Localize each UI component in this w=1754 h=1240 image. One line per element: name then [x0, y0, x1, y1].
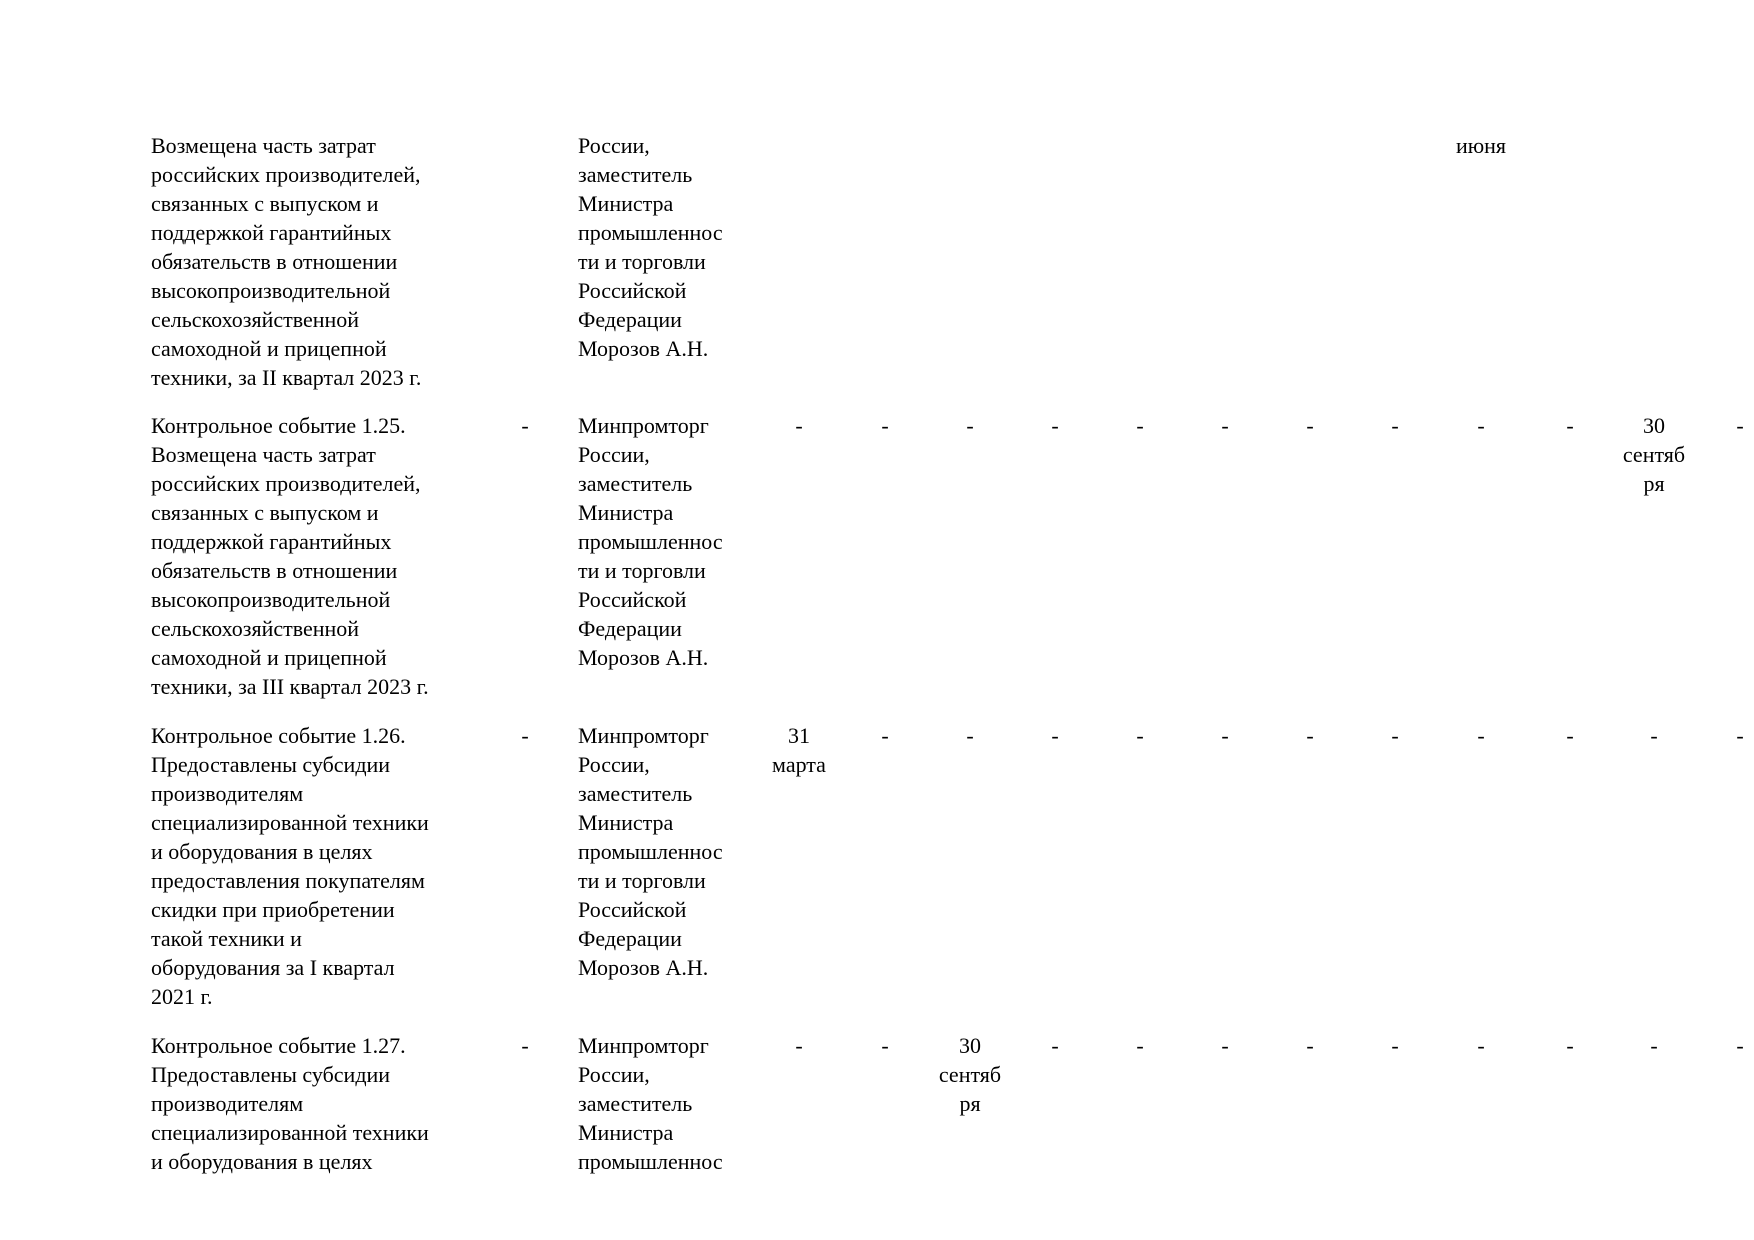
period-cell — [753, 1031, 845, 1060]
period-cell — [840, 721, 930, 750]
period-text: - — [1736, 1033, 1744, 1058]
period-cell — [1350, 1031, 1440, 1060]
period-cell — [1524, 411, 1616, 440]
period-text: - — [1221, 723, 1229, 748]
period-text: - — [1221, 413, 1229, 438]
period-text: - — [795, 413, 803, 438]
period-cell — [1524, 721, 1616, 750]
period-cell — [1095, 411, 1185, 440]
marker-cell: - — [521, 723, 529, 748]
responsible-party: Минпромторг России, заместитель Министра промышленнос ти и торговли Российской Федерации Морозов А.Н. — [578, 413, 723, 670]
period-cell — [1010, 721, 1100, 750]
period-text: - — [1650, 1033, 1658, 1058]
period-cell — [753, 411, 845, 440]
period-cell — [1609, 721, 1699, 750]
period-text: сентяб — [938, 1062, 1002, 1087]
period-cell — [1265, 411, 1355, 440]
responsible-party: России, заместитель Министра промышленнос ти и торговли Российской Федерации Морозов А.Н. — [578, 133, 723, 361]
period-text: - — [1391, 413, 1399, 438]
period-cell — [1700, 1031, 1754, 1060]
period-text: ря — [1643, 471, 1665, 496]
period-text: - — [1736, 723, 1744, 748]
period-cell — [925, 1031, 1015, 1118]
period-text: - — [1477, 723, 1485, 748]
period-cell — [1010, 411, 1100, 440]
event-description: Контрольное событие 1.26. Предоставлены субсидии производителям специализированной техники и оборудования в целях предоставления покупателям скидки при приобретении такой техники и оборудования за I квартал 2021 г. — [151, 723, 429, 1009]
period-cell — [1265, 1031, 1355, 1060]
period-text: - — [1650, 723, 1658, 748]
period-text: - — [1477, 413, 1485, 438]
event-description: Контрольное событие 1.25. Возмещена часть затрат российских производителей, связанных с выпуском и поддержкой гарантийных обязательств в отношении высокопроизводительной сельскохозяйственной самоходной и прицепной техники, за III квартал 2023 г. — [151, 413, 429, 699]
period-text: - — [795, 1033, 803, 1058]
marker-cell: - — [521, 413, 529, 438]
period-cell — [1350, 411, 1440, 440]
period-cell — [1350, 721, 1440, 750]
marker-cell: - — [521, 1033, 529, 1058]
period-cell — [1095, 1031, 1185, 1060]
period-text: - — [881, 1033, 889, 1058]
period-text: - — [1221, 1033, 1229, 1058]
period-text: - — [1306, 723, 1314, 748]
period-text: - — [1566, 413, 1574, 438]
period-text: - — [966, 723, 974, 748]
period-cell — [1700, 411, 1754, 440]
period-cell — [1180, 1031, 1270, 1060]
period-text: - — [1477, 1033, 1485, 1058]
event-description: Возмещена часть затрат российских производителей, связанных с выпуском и поддержкой гарантийных обязательств в отношении высокопроизводительной сельскохозяйственной самоходной и прицепной техники, за II квартал 2023 г. — [151, 133, 422, 390]
period-cell — [1700, 721, 1754, 750]
period-text: марта — [772, 752, 826, 777]
event-description: Контрольное событие 1.27. Предоставлены субсидии производителям специализированной техники и оборудования в целях — [151, 1033, 429, 1174]
period-text: - — [1566, 1033, 1574, 1058]
period-text: - — [881, 413, 889, 438]
period-cell — [1265, 721, 1355, 750]
period-text: - — [1051, 1033, 1059, 1058]
period-text: - — [1306, 413, 1314, 438]
period-text: - — [1051, 723, 1059, 748]
period-cell — [1436, 1031, 1526, 1060]
period-cell — [1180, 721, 1270, 750]
responsible-party: Минпромторг России, заместитель Министра промышленнос ти и торговли Российской Федерации Морозов А.Н. — [578, 723, 723, 980]
period-text: - — [1736, 413, 1744, 438]
period-text: - — [1391, 723, 1399, 748]
period-text: - — [1391, 1033, 1399, 1058]
period-cell — [1436, 721, 1526, 750]
period-cell — [1436, 411, 1526, 440]
period-cell — [1180, 411, 1270, 440]
period-cell — [925, 411, 1015, 440]
period-text: 30 — [1643, 413, 1665, 438]
period-text: сентяб — [1622, 442, 1686, 467]
period-text: - — [1136, 1033, 1144, 1058]
period-cell — [925, 721, 1015, 750]
period-text: ря — [959, 1091, 981, 1116]
period-text: 31 — [788, 723, 810, 748]
period-text: - — [1136, 723, 1144, 748]
period-text: - — [1566, 723, 1574, 748]
responsible-party: Минпромторг России, заместитель Министра промышленнос — [578, 1033, 723, 1174]
period-cell: июня — [1455, 133, 1507, 158]
period-text: - — [881, 723, 889, 748]
period-cell — [1609, 411, 1699, 498]
period-text: - — [1051, 413, 1059, 438]
period-text: - — [966, 413, 974, 438]
period-cell — [1524, 1031, 1616, 1060]
period-cell — [753, 721, 845, 779]
period-cell — [1095, 721, 1185, 750]
period-cell — [840, 411, 930, 440]
period-text: 30 — [959, 1033, 981, 1058]
period-cell — [840, 1031, 930, 1060]
period-cell — [1010, 1031, 1100, 1060]
period-text: - — [1306, 1033, 1314, 1058]
period-text: - — [1136, 413, 1144, 438]
period-cell — [1609, 1031, 1699, 1060]
